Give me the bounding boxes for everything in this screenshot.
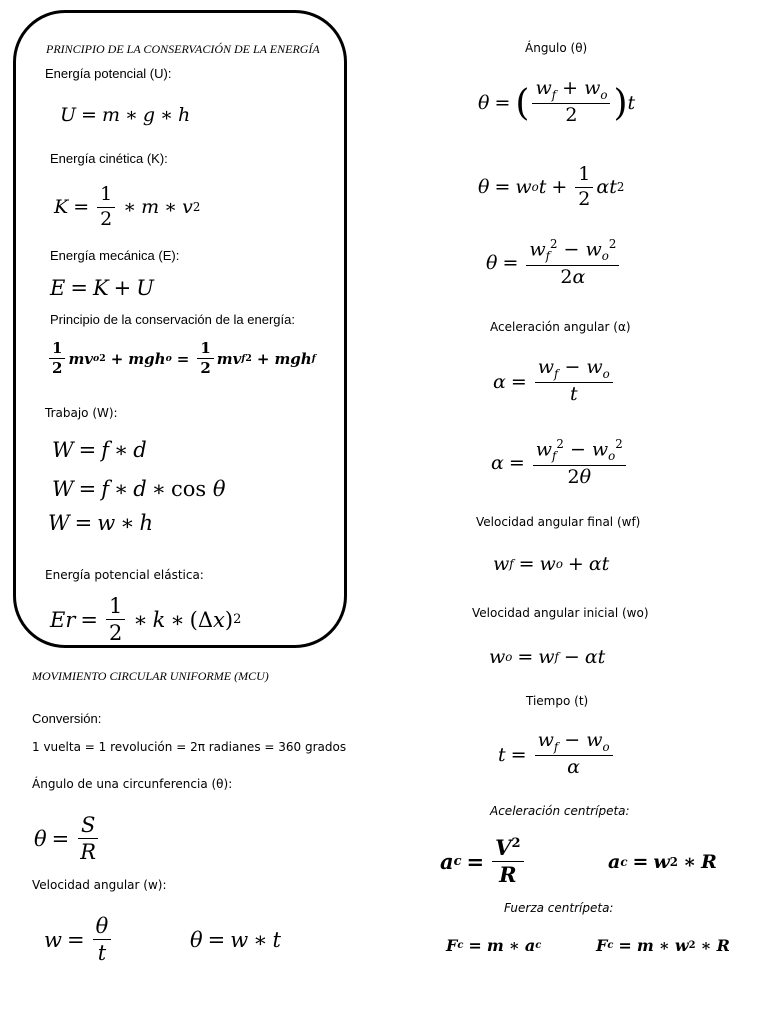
conservation-label: Principio de la conservación de la energía: xyxy=(50,312,295,327)
circle-angle-label: Ángulo de una circunferencia (θ): xyxy=(32,777,233,791)
kinetic-energy-label: Energía cinética (K): xyxy=(50,151,168,166)
angle-formula-3: θ = $\frac{w_f^2 - w_o^2}{2\alpha}$ xyxy=(486,238,622,289)
angle-label: Ángulo (θ) xyxy=(525,41,588,55)
elastic-energy-formula: Er = $\frac{1}{2}$ ∗ k ∗ (Δ x ) 2 xyxy=(50,594,242,646)
mechanical-energy-label: Energía mecánica (E): xyxy=(50,248,180,263)
work-label: Trabajo (W): xyxy=(45,406,118,420)
initial-velocity-formula: w o = w f − αt xyxy=(489,646,606,668)
potential-energy-label: Energía potencial (U): xyxy=(45,66,172,81)
final-velocity-label: Velocidad angular final (wf) xyxy=(476,515,641,529)
energy-section-title: PRINCIPIO DE LA CONSERVACIÓN DE LA ENERGÍA xyxy=(46,42,320,56)
kinetic-energy-formula: K = $\frac{1}{2}$ ∗ m ∗ v 2 xyxy=(54,183,201,230)
angular-accel-label: Aceleración angular (α) xyxy=(490,320,631,334)
centripetal-force-label: Fuerza centrípeta: xyxy=(504,901,614,915)
elastic-energy-label: Energía potencial elástica: xyxy=(45,568,204,582)
angle-formula-2: θ = w o t + $\frac{1}{2}$ αt 2 xyxy=(478,163,625,210)
circle-angle-formula: θ = $\frac{S}{R}$ xyxy=(34,813,102,864)
mechanical-energy-formula: E = K + U xyxy=(50,276,154,300)
final-velocity-formula: w f = w o + αt xyxy=(493,553,610,575)
angle-from-velocity-formula: θ = w ∗ t xyxy=(190,928,281,952)
centripetal-accel-formula-1: a c = $\frac{V^2}{R}$ xyxy=(440,836,527,887)
work-formula-1: W = f ∗ d xyxy=(52,438,147,462)
time-formula: t = $\frac{w_f - w_o}{\alpha}$ xyxy=(498,730,616,779)
potential-energy-formula: U = m ∗ g ∗ h xyxy=(60,104,191,126)
centripetal-accel-formula-2: a c = w 2 ∗ R xyxy=(608,851,717,873)
angular-velocity-label: Velocidad angular (w): xyxy=(32,878,167,892)
angular-accel-formula-2: α = $\frac{w_f^2 - w_o^2}{2\theta}$ xyxy=(491,438,629,489)
angular-accel-formula-1: α = $\frac{w_f - w_o}{t}$ xyxy=(493,357,616,406)
work-formula-2: W = f ∗ d ∗ cos θ xyxy=(52,477,226,501)
conversion-label: Conversión: xyxy=(32,711,102,726)
angular-velocity-formula: w = $\frac{\theta}{t}$ xyxy=(44,914,114,965)
time-label: Tiempo (t) xyxy=(526,694,589,708)
centripetal-force-formula-2: F c = m ∗ w 2 ∗ R xyxy=(596,936,730,955)
work-formula-3: W = w ∗ h xyxy=(48,511,153,535)
initial-velocity-label: Velocidad angular inicial (wo) xyxy=(472,606,649,620)
conservation-formula: 1 2 mv o 2 + mgh o = $\frac{1}{2}$ mv f 2 + mgh f xyxy=(46,340,316,378)
conversion-text: 1 vuelta = 1 revolución = 2π radianes = 360 grados xyxy=(32,740,347,754)
centripetal-force-formula-1: F c = m ∗ a c xyxy=(446,936,542,955)
centripetal-accel-label: Aceleración centrípeta: xyxy=(490,804,630,818)
mcu-section-title: MOVIMIENTO CIRCULAR UNIFORME (MCU) xyxy=(32,669,269,683)
angle-formula-1: θ = ( $w_f + w_o$ 2 ) t xyxy=(478,77,636,127)
